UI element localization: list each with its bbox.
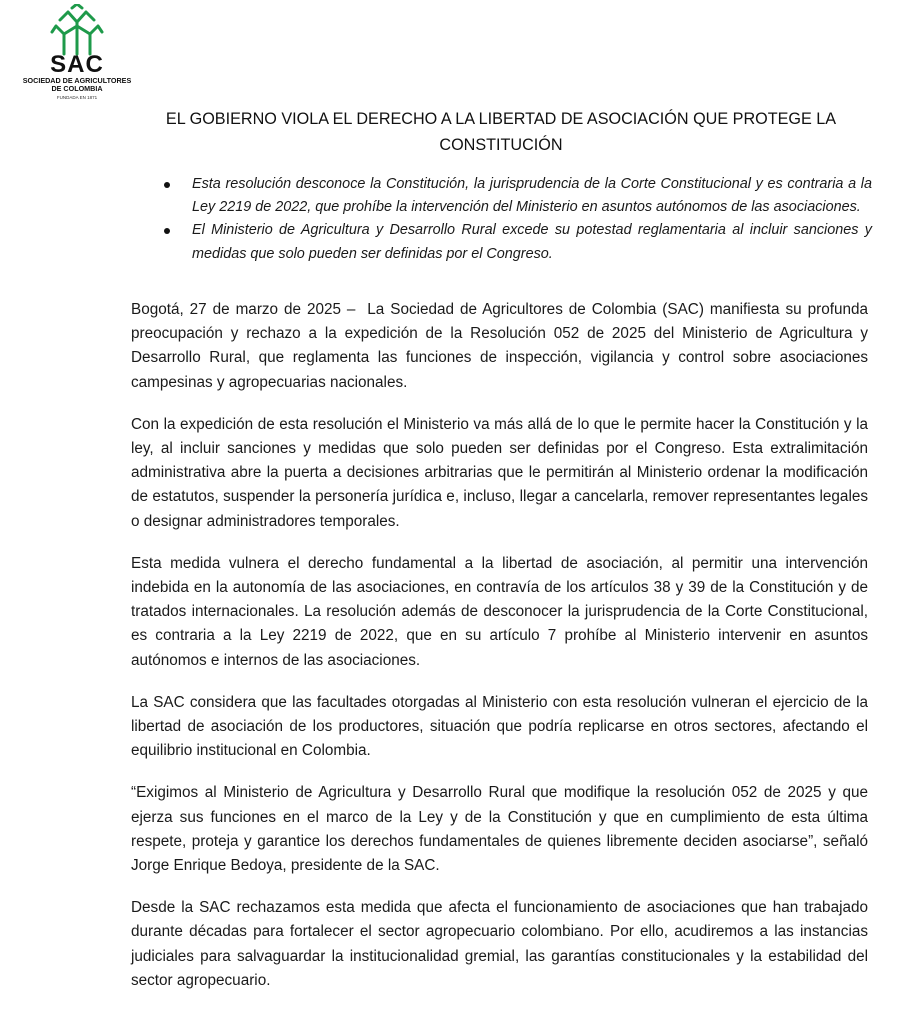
dateline: Bogotá, 27 de marzo de 2025 – (131, 301, 356, 318)
logo-organization-name (10, 77, 144, 93)
summary-bullet-text: El Ministerio de Agricultura y Desarrollo Rural excede su potestad reglamentaria al incluir sanciones y medidas que solo pueden ser definidas por el Congreso. (192, 222, 872, 262)
paragraph: Con la expedición de esta resolución el Ministerio va más allá de lo que le permite hacer la Constitución y la ley, al incluir sanciones y medidas que solo pueden ser definidas por el Congreso. Esta extralimitación administrativa abre la puerta a decisiones arbitrarias que le permitirán al Ministerio ordenar la modificación de estatutos, suspender la personería jurídica e, incluso, llegar a cancelarla, remover representantes legales o designar administradores temporales. (131, 415, 868, 530)
sac-plant-logo-icon (50, 4, 104, 56)
logo-name-line2: DE COLOMBIA (51, 84, 103, 93)
summary-bullets (160, 173, 872, 266)
paragraph (131, 298, 868, 395)
summary-bullet (160, 173, 872, 219)
quote-paragraph: “Exigimos al Ministerio de Agricultura y Desarrollo Rural que modifique la resolución 052 de 2025 y que ejerza sus funciones en el marco de la Ley y de la Constitución y que en cumplimiento de esta última respete, proteja y garantice los derechos fundamentales de quienes libremente deciden asociarse”, señaló Jorge Enrique Bedoya, presidente de la SAC. (131, 784, 868, 875)
summary-bullet (160, 219, 872, 265)
bullet-dot-icon (164, 182, 170, 188)
sac-logo (10, 4, 144, 104)
logo-name-line1: SOCIEDAD DE AGRICULTORES (22, 76, 132, 85)
press-release-title: EL GOBIERNO VIOLA EL DERECHO A LA LIBERTAD DE ASOCIACIÓN QUE PROTEGE LA CONSTITUCIÓN (165, 110, 837, 154)
logo-wordmark: SAC (50, 51, 104, 78)
paragraph-text: La Sociedad de Agricultores de Colombia (SAC) manifiesta su profunda preocupación y rechazo a la expedición de la Resolución 052 de 2025 del Ministerio de Agricultura y Desarrollo Rural, que reglamenta las funciones de inspección, vigilancia y control sobre asociaciones campesinas y agropecuarias nacionales. (131, 301, 868, 391)
paragraph: La SAC considera que las facultades otorgadas al Ministerio con esta resolución vulneran el ejercicio de la libertad de asociación de los productores, situación que podría replicarse en otros sectores, afectando el equilibrio institucional en Colombia. (131, 693, 868, 760)
summary-bullet-text: Esta resolución desconoce la Constitución, la jurisprudencia de la Corte Constitucional y es contraria a la Ley 2219 de 2022, que prohíbe la intervención del Ministerio en asuntos autónomos de las asociaciones. (192, 176, 872, 216)
bullet-dot-icon (164, 228, 170, 234)
paragraph: Desde la SAC rechazamos esta medida que afecta el funcionamiento de asociaciones que han trabajado durante décadas para fortalecer el sector agropecuario colombiano. Por ello, acudiremos a las instancias judiciales para salvaguardar la institucionalidad gremial, las garantías constitucionales y la estabilidad del sector agropecuario. (131, 899, 868, 989)
logo-founded: FUNDADA EN 1871 (56, 95, 98, 100)
paragraph: Esta medida vulnera el derecho fundamental a la libertad de asociación, al permitir una intervención indebida en la autonomía de las asociaciones, en contravía de los artículos 38 y 39 de la Constitución y de tratados internacionales. La resolución además de desconocer la jurisprudencia de la Corte Constitucional, es contraria a la Ley 2219 de 2022, que en su artículo 7 prohíbe al Ministerio intervenir en asuntos autónomos e internos de las asociaciones. (131, 554, 868, 669)
press-release-body (131, 298, 868, 1011)
